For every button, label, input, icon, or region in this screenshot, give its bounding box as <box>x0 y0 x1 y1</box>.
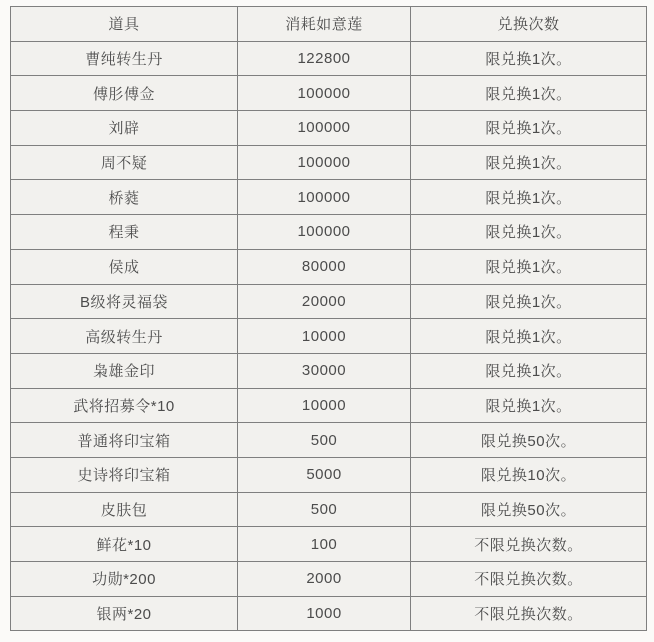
item-cell: 鲜花*10 <box>11 527 238 562</box>
cost-cell: 100000 <box>238 180 411 215</box>
limit-cell: 限兑换10次。 <box>411 457 647 492</box>
cost-cell: 1000 <box>238 596 411 631</box>
cost-cell: 500 <box>238 423 411 458</box>
cost-cell: 30000 <box>238 353 411 388</box>
cost-cell: 10000 <box>238 388 411 423</box>
item-cell: 史诗将印宝箱 <box>11 457 238 492</box>
item-cell: 高级转生丹 <box>11 319 238 354</box>
header-row <box>11 7 647 42</box>
table-row <box>11 76 647 111</box>
exchange-table-body <box>11 41 647 631</box>
cost-cell: 100000 <box>238 111 411 146</box>
cost-cell: 100000 <box>238 145 411 180</box>
item-cell: 皮肤包 <box>11 492 238 527</box>
table-row <box>11 562 647 597</box>
cost-cell: 20000 <box>238 284 411 319</box>
cost-cell: 10000 <box>238 319 411 354</box>
item-cell: B级将灵福袋 <box>11 284 238 319</box>
table-row <box>11 423 647 458</box>
header-limit: 兑换次数 <box>411 7 647 42</box>
limit-cell: 不限兑换次数。 <box>411 562 647 597</box>
limit-cell: 限兑换1次。 <box>411 388 647 423</box>
table-row <box>11 284 647 319</box>
item-cell: 傅肜傅佥 <box>11 76 238 111</box>
limit-cell: 限兑换50次。 <box>411 492 647 527</box>
cost-cell: 80000 <box>238 249 411 284</box>
item-cell: 银两*20 <box>11 596 238 631</box>
exchange-table-container <box>10 6 647 631</box>
item-cell: 程秉 <box>11 215 238 250</box>
limit-cell: 不限兑换次数。 <box>411 527 647 562</box>
header-cost: 消耗如意莲 <box>238 7 411 42</box>
item-cell: 枭雄金印 <box>11 353 238 388</box>
limit-cell: 限兑换1次。 <box>411 249 647 284</box>
cost-cell: 5000 <box>238 457 411 492</box>
item-cell: 侯成 <box>11 249 238 284</box>
header-item: 道具 <box>11 7 238 42</box>
limit-cell: 限兑换1次。 <box>411 353 647 388</box>
item-cell: 功勋*200 <box>11 562 238 597</box>
limit-cell: 限兑换50次。 <box>411 423 647 458</box>
table-row <box>11 180 647 215</box>
cost-cell: 100000 <box>238 76 411 111</box>
exchange-table <box>10 6 647 631</box>
table-row <box>11 596 647 631</box>
item-cell: 刘辟 <box>11 111 238 146</box>
table-row <box>11 388 647 423</box>
table-row <box>11 111 647 146</box>
cost-cell: 122800 <box>238 41 411 76</box>
table-row <box>11 249 647 284</box>
item-cell: 周不疑 <box>11 145 238 180</box>
table-row <box>11 319 647 354</box>
cost-cell: 500 <box>238 492 411 527</box>
table-row <box>11 353 647 388</box>
limit-cell: 限兑换1次。 <box>411 76 647 111</box>
limit-cell: 限兑换1次。 <box>411 111 647 146</box>
item-cell: 武将招募令*10 <box>11 388 238 423</box>
cost-cell: 100000 <box>238 215 411 250</box>
table-row <box>11 527 647 562</box>
limit-cell: 限兑换1次。 <box>411 180 647 215</box>
cost-cell: 100 <box>238 527 411 562</box>
table-row <box>11 41 647 76</box>
table-row <box>11 492 647 527</box>
table-row <box>11 145 647 180</box>
limit-cell: 限兑换1次。 <box>411 284 647 319</box>
limit-cell: 限兑换1次。 <box>411 145 647 180</box>
table-row <box>11 215 647 250</box>
limit-cell: 限兑换1次。 <box>411 319 647 354</box>
item-cell: 普通将印宝箱 <box>11 423 238 458</box>
cost-cell: 2000 <box>238 562 411 597</box>
table-row <box>11 457 647 492</box>
item-cell: 曹纯转生丹 <box>11 41 238 76</box>
exchange-table-header <box>11 7 647 42</box>
limit-cell: 限兑换1次。 <box>411 41 647 76</box>
limit-cell: 不限兑换次数。 <box>411 596 647 631</box>
limit-cell: 限兑换1次。 <box>411 215 647 250</box>
item-cell: 桥蕤 <box>11 180 238 215</box>
